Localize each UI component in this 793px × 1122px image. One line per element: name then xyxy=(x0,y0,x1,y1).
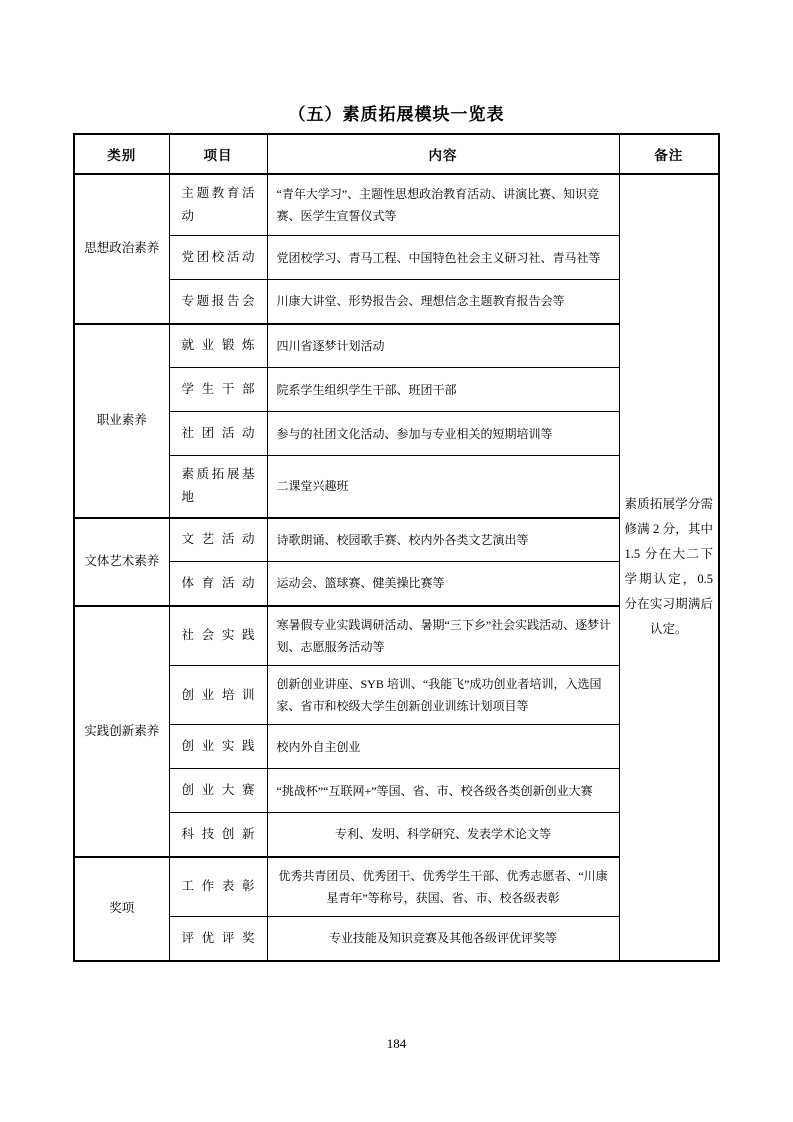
project-cell: 创业大赛 xyxy=(169,769,267,813)
category-cell: 实践创新素养 xyxy=(74,606,169,857)
header-content: 内容 xyxy=(267,134,619,174)
content-cell: 党团校学习、青马工程、中国特色社会主义研习社、青马社等 xyxy=(267,236,619,280)
content-cell: 川康大讲堂、形势报告会、理想信念主题教育报告会等 xyxy=(267,280,619,324)
content-cell: 院系学生组织学生干部、班团干部 xyxy=(267,368,619,412)
project-cell: 社会实践 xyxy=(169,606,267,666)
project-cell: 工作表彰 xyxy=(169,857,267,917)
content-cell: 专利、发明、科学研究、发表学术论文等 xyxy=(267,813,619,857)
content-cell: 二课堂兴趣班 xyxy=(267,456,619,518)
content-cell: 专业技能及知识竞赛及其他各级评优评奖等 xyxy=(267,917,619,961)
project-cell: 创业培训 xyxy=(169,665,267,724)
project-cell: 党团校活动 xyxy=(169,236,267,280)
content-cell: 创新创业讲座、SYB 培训、“我能飞”成功创业者培训，入选国家、省市和校级大学生创新创业训练计划项目等 xyxy=(267,665,619,724)
table-body xyxy=(74,174,719,961)
content-cell: 参与的社团文化活动、参加与专业相关的短期培训等 xyxy=(267,412,619,456)
content-cell: 运动会、篮球赛、健美操比赛等 xyxy=(267,562,619,606)
project-cell: 主题教育活动 xyxy=(169,174,267,236)
page-number: 184 xyxy=(386,1036,407,1051)
content-cell: 寒暑假专业实践调研活动、暑期“三下乡”社会实践活动、逐梦计划、志愿服务活动等 xyxy=(267,606,619,666)
project-cell: 社团活动 xyxy=(169,412,267,456)
project-cell: 专题报告会 xyxy=(169,280,267,324)
project-cell: 体育活动 xyxy=(169,562,267,606)
page-title: （五）素质拓展模块一览表 xyxy=(288,105,505,124)
project-cell: 文艺活动 xyxy=(169,518,267,562)
project-cell: 创业实践 xyxy=(169,725,267,769)
header-category: 类别 xyxy=(74,134,169,174)
project-cell: 就业锻炼 xyxy=(169,324,267,368)
project-cell: 素质拓展基地 xyxy=(169,456,267,518)
category-cell: 思想政治素养 xyxy=(74,174,169,324)
content-cell: 优秀共青团员、优秀团干、优秀学生干部、优秀志愿者、“川康星青年”等称号，获国、省、市、校各级表彰 xyxy=(267,857,619,917)
header-remark: 备注 xyxy=(619,134,719,174)
content-cell: 四川省逐梦计划活动 xyxy=(267,324,619,368)
category-cell: 奖项 xyxy=(74,857,169,961)
category-cell: 文体艺术素养 xyxy=(74,518,169,606)
project-cell: 科技创新 xyxy=(169,813,267,857)
content-cell: 校内外自主创业 xyxy=(267,725,619,769)
table-header-row xyxy=(74,134,719,174)
content-cell: “青年大学习”、主题性思想政治教育活动、讲演比赛、知识竞赛、医学生宣誓仪式等 xyxy=(267,174,619,236)
remark-cell: 素质拓展学分需修满 2 分，其中 1.5 分在大二下学期认定，0.5 分在实习期满后认定。 xyxy=(619,174,719,961)
project-cell: 学生干部 xyxy=(169,368,267,412)
table-row xyxy=(74,174,719,236)
header-project: 项目 xyxy=(169,134,267,174)
project-cell: 评优评奖 xyxy=(169,917,267,961)
quality-development-table xyxy=(73,133,720,962)
content-cell: “挑战杯”“互联网+”等国、省、市、校各级各类创新创业大赛 xyxy=(267,769,619,813)
content-cell: 诗歌朗诵、校园歌手赛、校内外各类文艺演出等 xyxy=(267,518,619,562)
category-cell: 职业素养 xyxy=(74,324,169,518)
